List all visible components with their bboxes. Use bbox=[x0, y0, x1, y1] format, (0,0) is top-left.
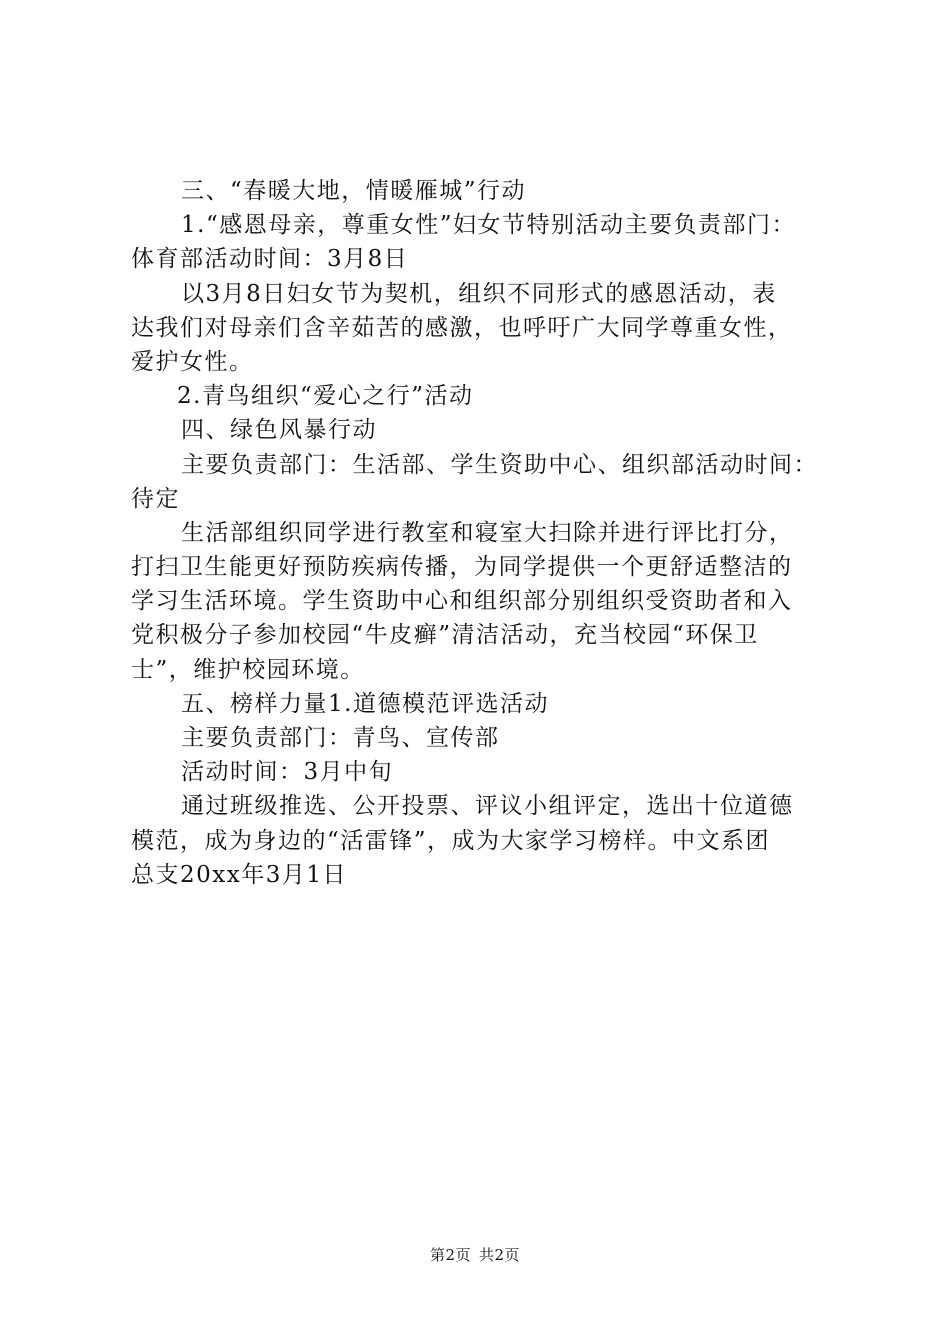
document-body bbox=[131, 174, 836, 892]
paragraph-line: 主要负责部门：青鸟、宣传部 bbox=[181, 725, 500, 751]
section-heading-3: 三、“春暖大地，情暖雁城”行动 bbox=[181, 178, 527, 204]
section-heading-4: 四、绿色风暴行动 bbox=[181, 417, 377, 444]
paragraph-line: 士”，维护校园环境。 bbox=[131, 656, 365, 683]
paragraph-line: 学习生活环境。学生资助中心和组织部分别组织受资助者和入 bbox=[131, 588, 793, 615]
section-heading-5: 五、榜样力量1.道德模范评选活动 bbox=[181, 690, 549, 717]
paragraph-line: 主要负责部门：生活部、学生资助中心、组织部活动时间： bbox=[181, 451, 818, 478]
paragraph-line: 以3月8日妇女节为契机，组织不同形式的感恩活动，表 bbox=[181, 280, 777, 307]
page-number-total: 共2页 bbox=[479, 1246, 521, 1264]
paragraph-line: 总支20xx年3月1日 bbox=[131, 861, 347, 888]
paragraph-line: 达我们对母亲们含辛茹苦的感激，也呼吁广大同学尊重女性， bbox=[131, 314, 793, 341]
paragraph-line: 体育部活动时间：3月8日 bbox=[131, 246, 409, 273]
paragraph-line: 待定 bbox=[131, 485, 180, 512]
paragraph-line: 模范，成为身边的“活雷锋”，成为大家学习榜样。中文系团 bbox=[131, 827, 771, 854]
paragraph-line: 活动时间：3月中旬 bbox=[181, 759, 394, 786]
paragraph-line: 党积极分子参加校园“牛皮癣”清洁活动，充当校园“环保卫 bbox=[131, 622, 759, 649]
paragraph-line: 打扫卫生能更好预防疾病传播，为同学提供一个更舒适整洁的 bbox=[131, 554, 793, 581]
item-heading-1: 1.“感恩母亲，尊重女性”妇女节特别活动主要负责部门： bbox=[181, 212, 796, 239]
page-footer bbox=[0, 1244, 950, 1265]
paragraph-line: 生活部组织同学进行教室和寝室大扫除并进行评比打分， bbox=[181, 519, 794, 546]
page-number-current: 第2页 bbox=[429, 1246, 471, 1264]
item-heading-2: 2.青鸟组织“爱心之行”活动 bbox=[177, 383, 474, 410]
paragraph-line: 通过班级推选、公开投票、评议小组评定，选出十位道德 bbox=[181, 793, 794, 820]
paragraph-line: 爱护女性。 bbox=[131, 348, 254, 375]
